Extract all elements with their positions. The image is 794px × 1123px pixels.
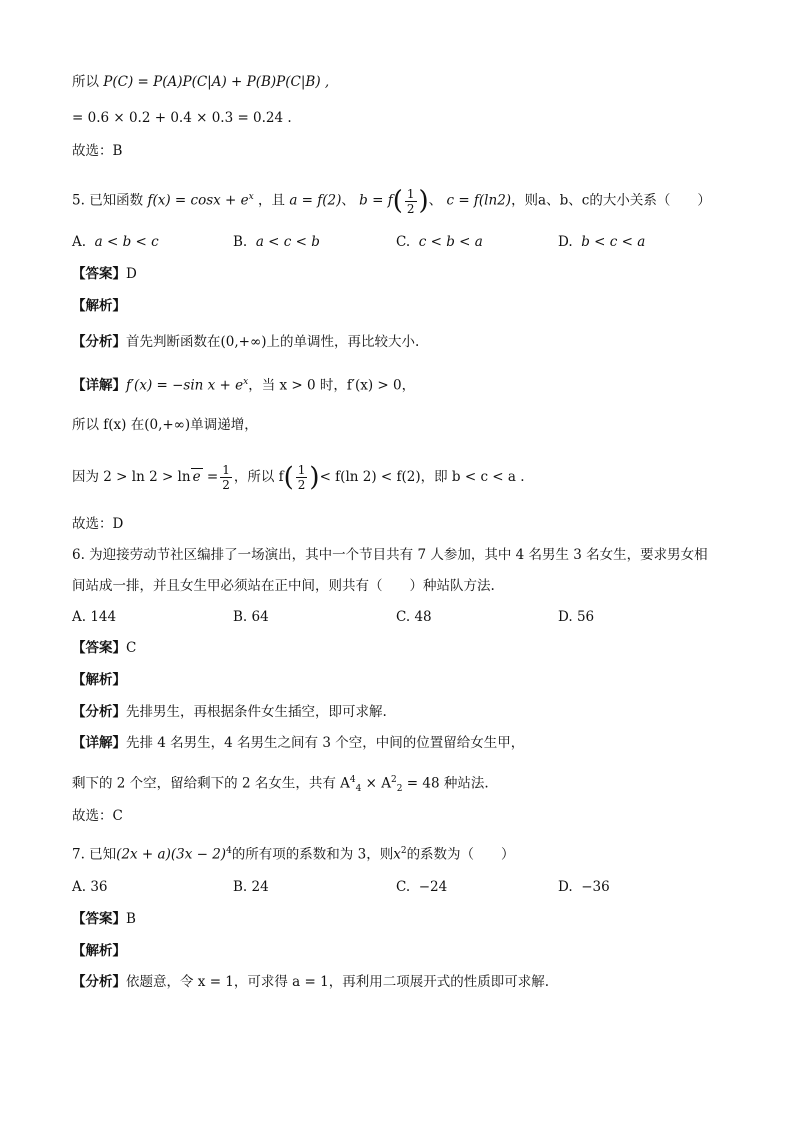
q5-number: 5. [72, 192, 85, 209]
formula: P(C) = P(A)P(C|A) + P(B)P(C|B) , [103, 74, 330, 90]
option-text: 56 [576, 609, 595, 625]
q6-option-d [558, 607, 594, 627]
q6-choice: 故选：C [72, 808, 123, 824]
text: ，则a、b、c的大小关系（ ） [511, 192, 711, 209]
fenxi-label: 【分析】 [72, 974, 126, 990]
equals: = [206, 469, 219, 485]
option-text: b < c < a [581, 234, 646, 250]
numerator: 1 [297, 463, 306, 477]
q6-detail-1 [72, 733, 754, 753]
sqrt-e: e [192, 469, 201, 485]
perm-superscript: 2 [391, 775, 397, 785]
option-key: B. [233, 234, 248, 250]
option-text: a < b < c [94, 234, 159, 250]
answer-value: C [126, 640, 137, 656]
perm-subscript: 4 [355, 784, 362, 795]
fenxi-label: 【分析】 [72, 704, 126, 720]
option-key: A. [72, 234, 87, 250]
option-key: D. [558, 879, 573, 895]
q7-option-a [72, 877, 108, 897]
q5-option-d [558, 232, 645, 252]
q5-stem [72, 180, 754, 214]
text: 7. 已知 [72, 846, 117, 863]
q5-fenxi [72, 332, 754, 352]
q7-stem [72, 841, 754, 865]
option-text: a < c < b [255, 234, 320, 250]
text: ，当 x > 0 时，f′(x) > 0， [248, 377, 416, 394]
q7-option-d [558, 877, 610, 897]
q5-option-b [233, 232, 320, 252]
option-text: −24 [418, 879, 448, 895]
text: × A [361, 775, 392, 792]
option-key: C. [396, 609, 411, 625]
text: 所以 [72, 74, 99, 90]
q5-detail-2: 所以 f(x) 在(0,+∞)单调递增， [72, 417, 258, 433]
q5-option-c [396, 232, 483, 252]
prev-solution-line2: = 0.6 × 0.2 + 0.4 × 0.3 = 0.24 . [72, 110, 292, 126]
option-key: C. [396, 879, 411, 895]
q5-detail-1 [72, 372, 754, 396]
fraction-half [405, 187, 417, 216]
text: 剩下的 2 个空，留给剩下的 2 名女生，共有 A [72, 775, 350, 792]
option-text: 64 [251, 609, 269, 625]
answer-value: B [126, 911, 136, 927]
text: = 48 种站法. [402, 775, 489, 792]
q6-answer [72, 638, 754, 658]
fenxi-text: 依题意，令 x = 1，可求得 a = 1，再利用二项展开式的性质即可求解. [126, 974, 550, 990]
q6-option-c [396, 607, 432, 627]
q5-option-a [72, 232, 159, 252]
paren-close: ) [309, 462, 320, 493]
prev-solution-choice: 故选：B [72, 143, 123, 159]
numerator: 1 [406, 186, 415, 201]
option-key: D. [558, 234, 573, 250]
option-key: D. [558, 609, 573, 625]
fraction-half [296, 463, 308, 492]
text: 已知函数 [89, 192, 144, 209]
fenxi-text: 先排男生，再根据条件女生插空，即可求解. [126, 704, 387, 720]
paren-close: ) [418, 186, 429, 216]
text: 、 [428, 192, 443, 209]
prev-solution-line1 [72, 72, 754, 92]
exponent: 2 [400, 846, 407, 856]
answer-label: 【答案】 [72, 266, 126, 282]
option-text: c < b < a [418, 234, 483, 250]
text: 因为 2 > ln 2 > ln [72, 469, 191, 485]
denominator: 2 [222, 478, 230, 492]
analysis-label: 【解析】 [72, 943, 126, 959]
exponent: x [248, 192, 254, 202]
q5-choice: 故选：D [72, 516, 124, 532]
formula: c = f(ln2) [446, 192, 512, 209]
q7-analysis-heading [72, 941, 754, 961]
option-text: −36 [581, 879, 610, 895]
perm-subscript: 2 [396, 784, 403, 795]
text: 、 [341, 192, 355, 209]
answer-label: 【答案】 [72, 911, 126, 927]
option-text: 144 [90, 609, 117, 625]
option-key: A. [72, 879, 87, 895]
paren-open: ( [283, 462, 294, 493]
fenxi-text: 首先判断函数在(0,+∞)上的单调性，再比较大小. [126, 334, 420, 350]
text: 的所有项的系数和为 3，则 [231, 846, 394, 863]
option-key: B. [233, 879, 248, 895]
q5-analysis-heading [72, 296, 754, 316]
paren-open: ( [392, 186, 403, 216]
formula: f′(x) = −sin x + e [126, 377, 244, 394]
exponent: 4 [226, 846, 232, 856]
analysis-label: 【解析】 [72, 672, 126, 688]
option-text: 36 [90, 879, 108, 895]
denominator: 2 [406, 201, 415, 216]
exponent: x [243, 377, 249, 387]
q6-option-b [233, 607, 269, 627]
option-text: 24 [251, 879, 269, 895]
detail-label: 【详解】 [72, 735, 126, 751]
q7-option-b [233, 877, 269, 897]
option-key: C. [396, 234, 411, 250]
analysis-label: 【解析】 [72, 298, 126, 314]
option-key: A. [72, 609, 87, 625]
fraction-half [220, 463, 232, 492]
q6-option-a [72, 607, 116, 627]
detail-label: 【详解】 [72, 377, 126, 394]
text: ，且 [258, 192, 286, 209]
q6-stem-2: 间站成一排，并且女生甲必须站在正中间，则共有（ ）种站队方法. [72, 578, 495, 594]
q6-analysis-heading [72, 670, 754, 690]
option-text: 48 [414, 609, 432, 625]
text: ，所以 f [233, 469, 284, 485]
formula: x [393, 846, 401, 863]
fenxi-label: 【分析】 [72, 334, 126, 350]
answer-label: 【答案】 [72, 640, 126, 656]
q7-option-c [396, 877, 447, 897]
denominator: 2 [297, 478, 306, 492]
q6-fenxi [72, 702, 754, 722]
text: 的系数为（ ） [406, 846, 515, 863]
q5-answer [72, 264, 754, 284]
q5-detail-3 [72, 460, 754, 494]
formula: a = f(2) [289, 192, 342, 209]
option-key: B. [233, 609, 248, 625]
text: < f(ln 2) < f(2)，即 b < c < a . [319, 469, 525, 485]
q6-stem-1: 6. 为迎接劳动节社区编排了一场演出，其中一个节目共有 7 人参加，其中 4 名男生 3 名女生，要求男女相 [72, 547, 708, 563]
answer-value: D [126, 266, 137, 282]
q7-fenxi [72, 972, 754, 992]
q7-answer [72, 909, 754, 929]
q6-detail-2 [72, 770, 754, 799]
formula: f(x) = cosx + e [147, 192, 249, 209]
perm-superscript: 4 [349, 775, 356, 785]
detail-text: 先排 4 名男生，4 名男生之间有 3 个空，中间的位置留给女生甲， [126, 735, 525, 751]
numerator: 1 [222, 463, 230, 477]
formula: (2x + a)(3x − 2) [116, 846, 227, 863]
formula: b = f [359, 192, 393, 209]
